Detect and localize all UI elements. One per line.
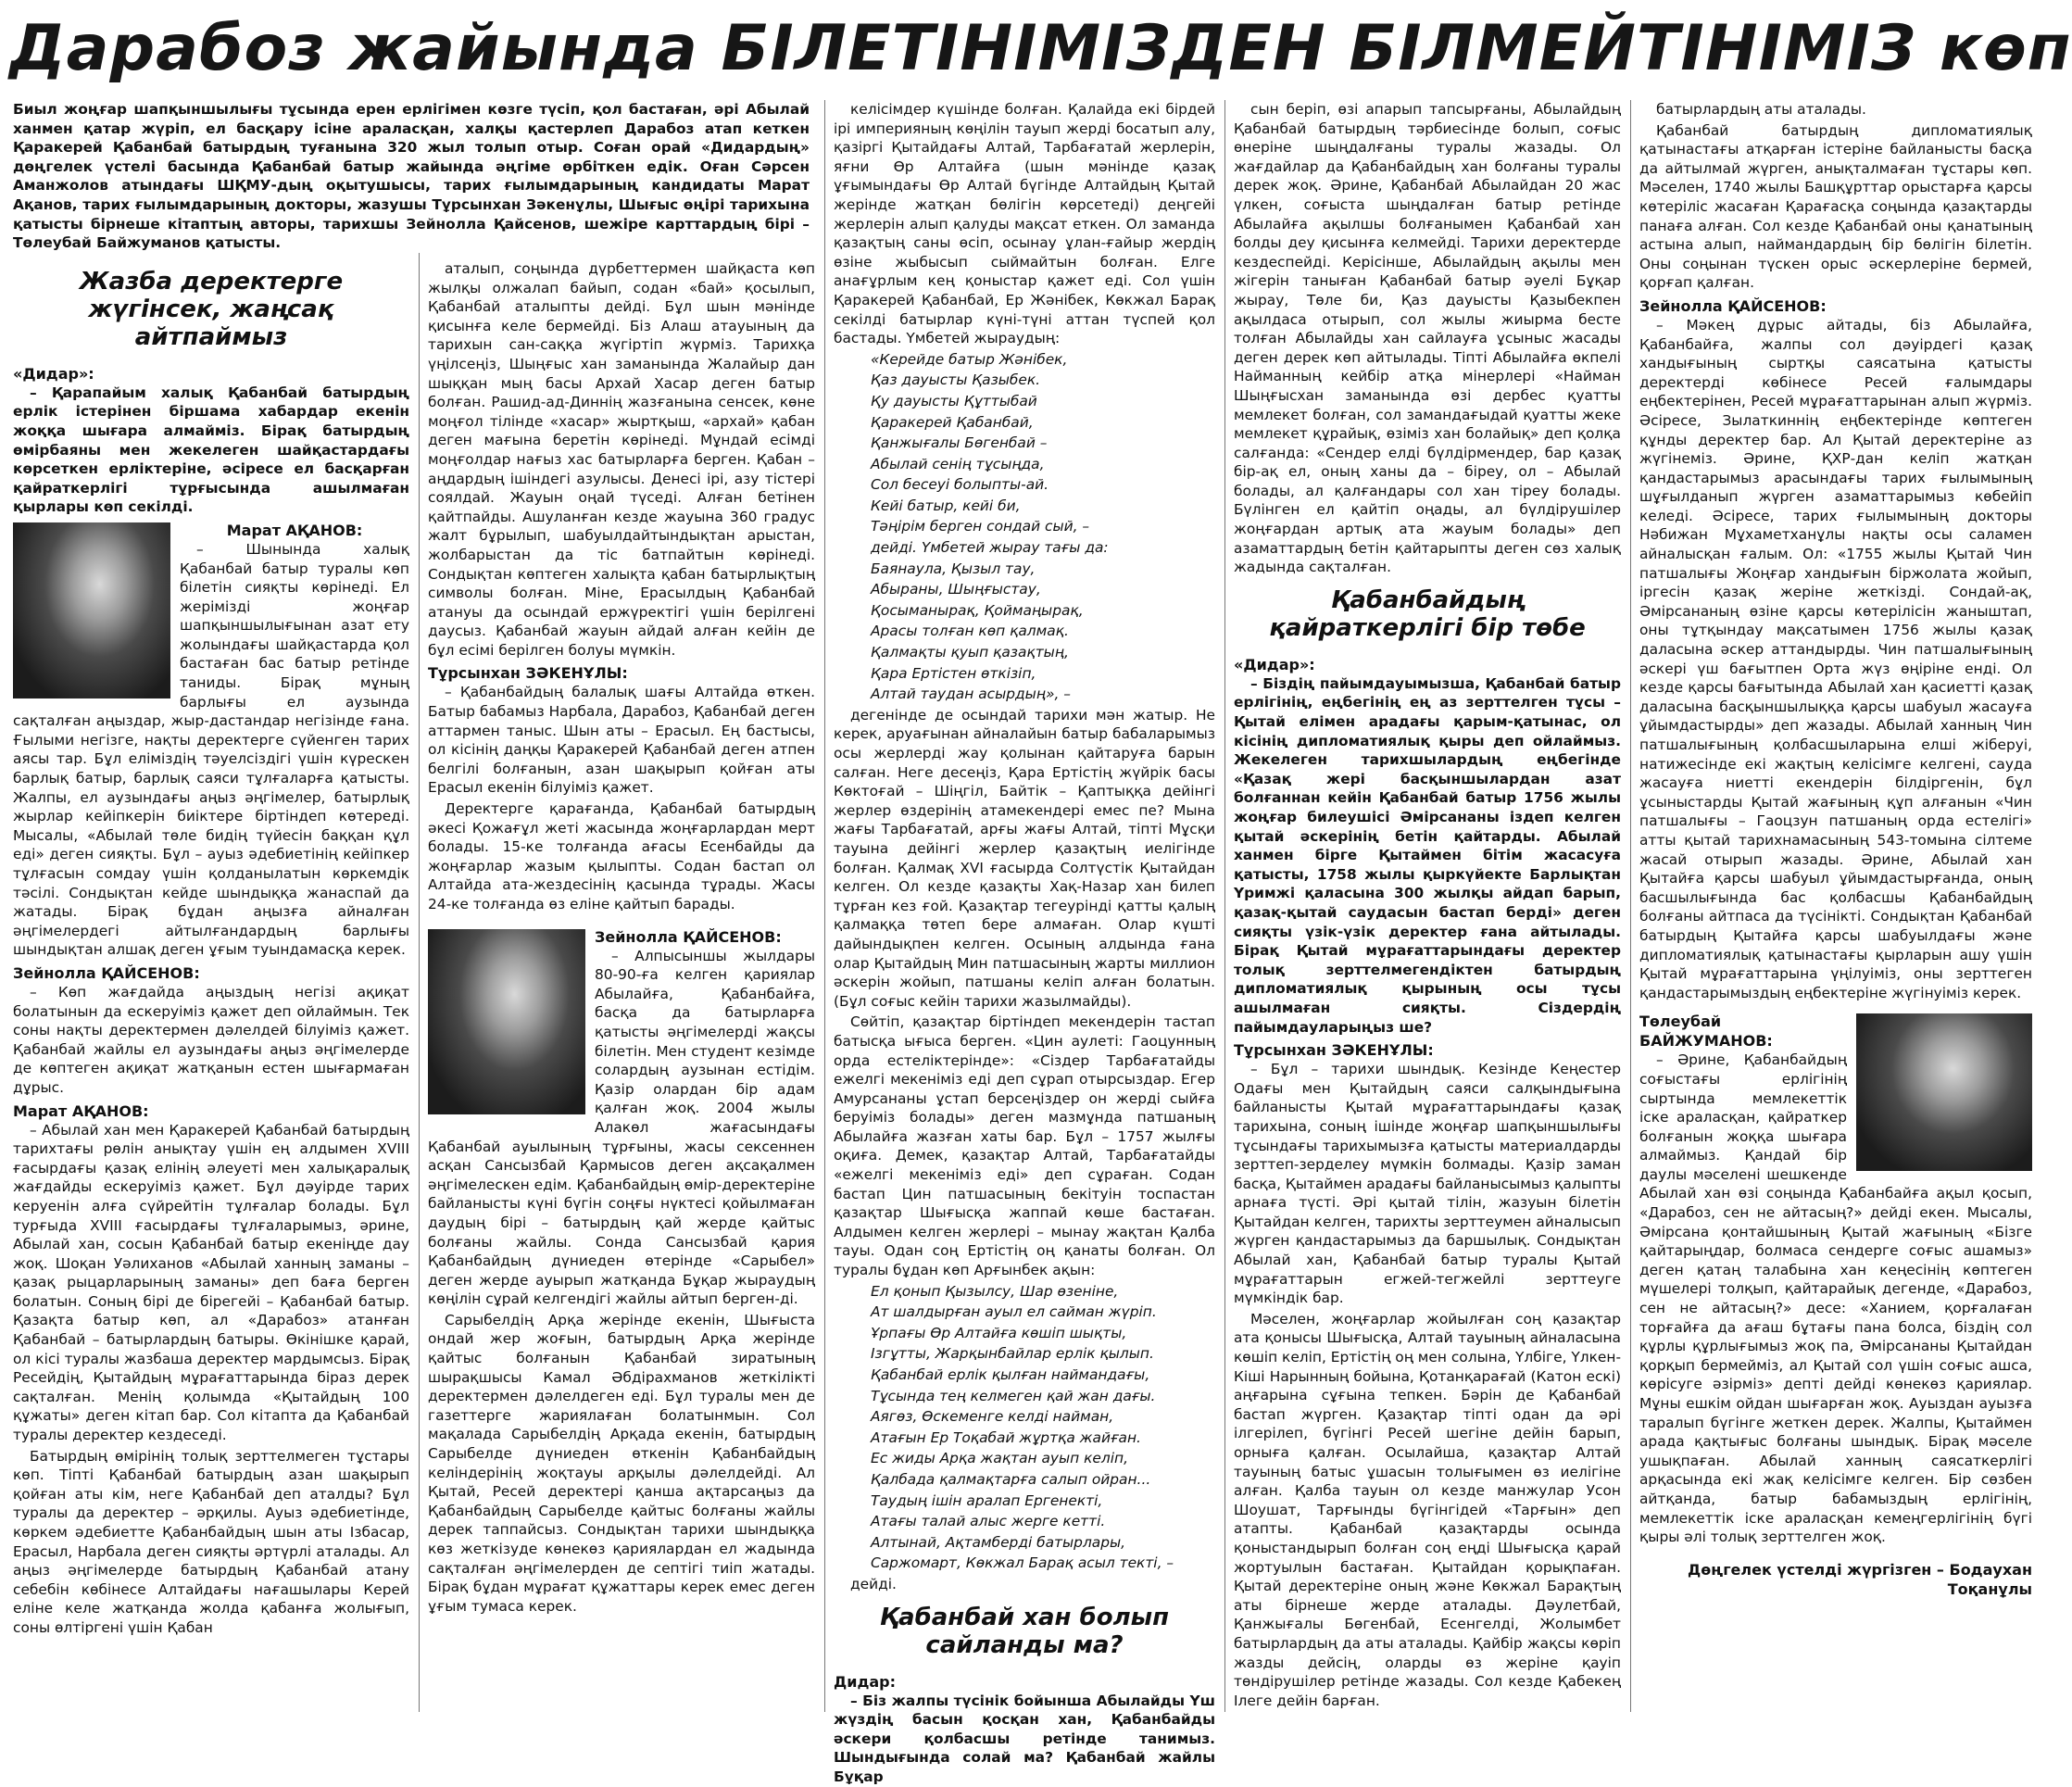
baizhumanov-answer: – Әрине, Қабанбайдың соғыстағы ерлігінің сыртында мемлекеттік іске араласқан, қайраткер болғанын жоққа шығара алмаймыз. Қандай бір даулы мәселені шешкенде Абылай хан өзі соңында Қабанбайға ақыл қосып, «Дарабоз, сен не айтасың?» дейді екен. Мысалы, Әмірсана қонтайшының Қытай жағының «Бізге қайтарыңдар, болмаса сендерге соғыс ашамыз» деген қатаң талабына хан кеңесінің көптеген мүшелері толқып, қайтарайық дегенде, «Дарабоз, сен не айтасың?» десе: «Ханием, қорғалаған торғайға да ағаш бұтағы пана болса, біздің сол құрлы құрлығымыз жоқ па, Әмірсананы Қытайдан қорқып бермейміз, ал Қытай сол үшін соғыс ашса, көрісуге әзірміз» депті дейді көнекөз қариялар. Мұны ешкім ойдан шығарған жоқ. Ауыздан ауызға таралып бүгінге жеткен дерек. Жалпы, Қытаймен арада қақтығыс болғаны шындық. Бірақ мәселе ушықпаған. Абылай ханның саясаткерлігі арқасында екі жақ келісімге келген. Бір сөзбен айтқанда, батыр бабамыздың ерлігінің, мемлекеттік іске араласқан кемеңгерлігінің бүгі қыры әлі толық зерттелген жоқ. (1639, 1051, 2032, 1546)
speaker-baizhumanov: Төлеубай БАЙЖУМАНОВ: (1639, 1013, 1773, 1051)
poem-line: Таудың ішін аралап Ергенекті, (871, 1491, 1103, 1509)
article-paragraph: дейді. (850, 1575, 897, 1592)
column-rule (419, 100, 420, 1712)
column-rule (1224, 100, 1225, 1712)
speaker-didar: «Дидар»: (13, 364, 94, 383)
baizhumanov-photo (1856, 1013, 2032, 1171)
speaker-kaisenov: Зейнолла ҚАЙСЕНОВ: (13, 963, 200, 982)
poem-line: Абылай сенің тұсыңда, (871, 455, 1045, 472)
poem-line: Тәңірім берген сондай сый, – (871, 518, 1090, 535)
article-paragraph: Сөйтіп, қазақтар біртіндеп мекендерін тастап батысқа ығыса берген. «Цин аулеті: Гаоцунның орда естеліктерінде»: «Сіздер Тарбағатайды ежелгі мекеніміз еді деп сұрап отырсыздар. Егер Амурсананы ұстап берсеңіздер он жерді сыйға беруіміз болады» деген мазмұнда патшаның Абылайға жазған хаты бар. Бұл – 1757 жылғы оқиға. Демек, қазақтар Алтай, Тарбағатайды «ежелгі мекеніміз еді» деп сұраған. Содан бастап Цин патшасының бекітуін тоспастан қазақтар Шығысқа жаппай көше бастаған. Алдымен келген жерлері – мынау жақтан Қалба тауы. Одан соң Ертістің оң қанаты болған. Ол туралы бұдан көп Арғынбек ақын: (834, 1013, 1215, 1279)
subhead-3: Қабанбай хан болып сайланды ма? (879, 1603, 1170, 1659)
headline: Дарабоз жайында БІЛЕТІНІМІЗДЕН БІЛМЕЙТІНІМІЗ көп (9, 12, 2072, 85)
poem-line: Қосыманырақ, Қоймаңырақ, (871, 601, 1084, 619)
kaisenov-answer-4: – Мәкең дұрыс айтады, біз Абылайға, Қабанбайға, жалпы сол дәуірдегі қазақ хандығының сыртқы саясатына қатысты деректерді көбінесе Ресей ғалымдары еңбектерінен, Ресей мұрағаттарынан алып жүрміз. Әсіресе, Зылаткиннің еңбектерінде көптеген құнды деректер бар. Ал Қытай деректеріне аз жүгінеміз. Әрине, ҚХР-дан келіп жатқан қандастарымыз арасындағы тарих ғылымының шұғылданып жүрген азаматтарымыз көбейіп келеді. Әсіресе, тарих ғылымының докторы Нәбижан Мұхаметханұлы нақты осы саламен айналысқан ғалым. Ол: «1755 жылы Қытай Чин патшалығы Жоңғар хандығын біржолата жойып, іргесін қазақ жеріне жеткізді. Сондай-ақ, Әмірсананың өзіне қарсы көтерілісін жаныштап, оны тұтқындау мақсатымен 1756 жылы қазақ даласына әскер аттандырды. Чин патшалығының әскері үш бағытпен Орта жүз өңіріне енді. Ол кезде қарсы бағытында Абылай хан қасиетті қазақ даласына басқыншылыққа қарсы шабуыл жасауға ұйымдастырды» деп жазады. Абылай ханның Чин патшалығының қолбасшыларына елші жіберуі, натижесінде екі жақтың келісімге келгені, сауда жасауға ниетті екендерін білдіргенін, бұл ұсыныстарды Қытай жағының құп алғанын «Чин патшалығы – Гаоцзун патшаның орда естелігі» атты қытай тарихнамасының 543-томына сілтеме жасай отырып жазады. Әрине, Абылай хан Қытайға қарсы шабуыл ұйымдастырғанда, оның басшылығында бас қолбасшы Қабанбайдың болғаны айтпаса да түсінікті. Сондықтан Қабанбай батырдың Қытайға қарсы шабуылдағы және дипломатиялық қатынастағы қырларын ашу үшін Қытай мұрағаттарына үңілуіміз, оны зерттеген қандастарымыздың еңбектеріне жүгінуіміз керек. (1639, 316, 2032, 1001)
poem-line: Қаракерей Қабанбай, (871, 413, 1034, 431)
poem-line: Қу дауысты Құттыбай (871, 392, 1037, 409)
poem-line: Қаз дауысты Қазыбек. (871, 371, 1041, 389)
article-paragraph: сын беріп, өзі апарып тапсырғаны, Абылайдың Қабанбай батырдың тәрбиесінде болып, соғыс өнеріне шыңдалғаны туралы жазады. Ол жағдайлар да Қабанбайдың хан болғаны туралы дерек жоқ. Әрине, Қабанбай Абылайдан 20 жас үлкен, соғыста шыңдалған батыр ретінде Абылайға ақылшы болғанымен Қабанбай хан болды деу қисынға келмейді. Тарихи деректерде кездеспейді. Керісінше, Абылайдың ақылы мен жігерін таныған Қабанбай батыр әуелі Бұқар жырау, Төле би, Қаз дауысты Қазыбекпен ақылдаса отырып, сол жылы жиырма бесте толған Абылайды хан сайлауға ұсыныс жасады деген дерек көп айтылады. Тіпті Абылайға өкпелі Найманның кейбір атқа мінерлері «Найман Шыңғысхан заманында өзі дербес қуатты мемлекет болған, сол замандағыдай қуатты жеке мемлекет құрайық, өзіміз хан болайық» деп қолқа салғанда: «Сендер елді бүлдірмендер, бар қазақ бір-ақ ел, оның ханы да – біреу, ол – Абылай болады, ал қалғандары сол хан тіреу болады. Бүлінген ел қайтіп оңады, ал бүлдірушілер жоңғардан артық ата жауым болады» деп азаматтардың бетін қайтарыпты деген сөз халық жадында сақталған. (1234, 101, 1621, 576)
poem-line: Ел қонып Қызылсу, Шар өзеніне, (871, 1282, 1119, 1300)
poem-line: «Керейде батыр Жәнібек, (871, 350, 1068, 368)
speaker-zakenuly-2: Тұрсынхан ЗӘКЕНҰЛЫ: (1234, 1041, 1434, 1060)
zakenuly-answer-3: – Бұл – тарихи шындық. Кезінде Кеңестер Одағы мен Қытайдың саяси салқындығына байланысты Қытай мұрағаттарындағы қазақ тарихына, соның ішінде жоңғар шапқыншылығы тұсындағы тарихымызға қатысты материалдарды зерттеп-зерделеу мүмкін болмады. Қазір заман басқа, Қытаймен арадағы байланысымыз қалыпты арнаға түсті. Әрі қытай тілін, жазуын білетін Қытайдан келген, тарихты зерттеумен айналысып жүрген қандастарымыз да баршылық. Сондықтан Абылай хан, Қабанбай батыр туралы Қытай мұрағаттарын егжей-тегжейлі зерттеуге мүмкіндік бар. (1234, 1061, 1621, 1307)
poem-line: Кейі батыр, кейі би, (871, 497, 1021, 514)
poem-line: Абыраны, Шыңғыстау, (871, 581, 1041, 598)
poem-line: Ұрпағы Өр Алтайға көшіп шықты, (871, 1324, 1127, 1341)
poem-line: Алтай таудан асырдың», – (871, 686, 1071, 703)
akanov-answer: – Шынында халық Қабанбай батыр туралы көп білетін сияқты көрінеді. Ел жерімізді жоңғар шапқыншылығынан азат ету жолындағы шайқастарда қол бастаған бас батыр ретінде таниды. Бірақ мұның барлығы ел аузында сақталған аңыздар, жыр-дастандар негізінде ғана. Ғылыми негізге, нақты деректерге сүйенген тарих аясы тар. Бұл еліміздің тәуелсіздігі үшін күрескен барлық батыр, барлық саяси тұлғаларға қатысты. Жалпы, ел аузындағы аңыз әңгімелер, батырлық жырлар кейіпкерін биіктере біртіндеп көтереді. Мысалы, «Абылай төле бидің түйесін баққан құл еді» деген сияқты. Бұл – ауыз әдебиетінің кейіпкер тұлғасын сомдау үшін қолданылатын көркемдік тәсілі. Сондықтан кейде шындыққа жанаспай да жатады. Бірақ бұдан аңызға айналған әңгімелердегі айтылғандардың барлығы шындықтан алшақ деген ұғым туындамасқа керек. (13, 540, 409, 959)
speaker-kaisenov-2: Зейнолла ҚАЙСЕНОВ: (1639, 296, 1827, 315)
poem-line: Ат шалдырған ауыл ел сайман жүріп. (871, 1303, 1157, 1321)
poem-line: дейді. Үмбетей жырау тағы да: (871, 539, 1109, 557)
poem-line: Аягөз, Өскеменге келді найман, (871, 1408, 1114, 1426)
article-paragraph: батырлардың аты аталады. (1656, 101, 1866, 118)
moderator-credit: Дөңгелек үстелді жүргізген – Бодаухан Тоқанұлы (1688, 1560, 2032, 1598)
poem-line: Ізгұтты, Жарқынбайлар ерлік қылып. (871, 1345, 1154, 1363)
poem-line: Қалмақты қуып қазақтың, (871, 644, 1069, 661)
poem-argynbek (834, 1282, 1215, 1573)
kaisenov-answer-3: Сарыбелдің Арқа жерінде екенін, Шығыста ондай жер жоғын, батырдың Арқа жерінде қайтыс болғанын Қабанбай зиратының шырақшысы Камал Әбдірахманов жеткілікті деректермен дәлелдеген еді. Бұл туралы мен де газеттерге жариялаған болатынмын. Сол мақалада Сарыбелдің Арқада екенін, батырдың Сарыбелде дүниеден өткенін Қабанбайдың келіндерінің жоқтауы арқылы дәлелдейді. Ал Қытай, Ресей деректері қанша ақтарсаңыз да Қабанбайдың Сарыбелде қайтыс болғаны жайлы дерек таппайсыз. Сондықтан тарихи шындыққа көз жеткізуде көнекөз қариялардан ел жадында сақталған әңгімелерден де септігі тиіп жатады. Бірақ бұдан мұрағат құжаттары керек емес деген ұғым тумаса керек. (428, 1311, 815, 1615)
speaker-didar-2: «Дидар»: (1234, 655, 1315, 673)
poem-line: Қалбада қалмақтарға салып ойран... (871, 1470, 1151, 1488)
question-paragraph-2: – Біздің пайымдауымызша, Қабанбай батыр ерлігінің, еңбегінің ең аз зерттелген тұсы – Қытай елімен арадағы қарым-қатынас, ол кісінің дипломатиялық қыры деп ойлаймыз. Жекелеген тарихшылардың еңбегінде «Қазақ жері басқыншылардан азат болғаннан кейін Қабанбай батыр 1756 жылы жоңғар билеушісі Әмірсананы іздеп келген қытай әскерінің бетін қайтарды. Абылай ханмен бірге Қытаймен бітім жасасуға қатысты, 1758 жылы қыркүйекте Барлықтан Үримжі қаласына 300 жылқы айдап барып, қазақ-қытай саудасын бастап берді» деген сияқты үзік-үзік деректер ғана айтылады. Бірақ Қытай мұрағаттарындағы деректер толық зерттелмегендіктен батырдың дипломатиялық қырының осы тұсы ашылмаған сияқты. Сіздердің пайымдауларыңыз ше? (1234, 674, 1621, 1036)
poem-line: Атағы талай алыс жерге кетті. (871, 1513, 1106, 1530)
column-rule (1630, 100, 1631, 1712)
zakenuly-answer-2: Деректерге қарағанда, Қабанбай батырдың әкесі Қожағұл жеті жасында жоңғарлардан мерт болады. 15-ке толғанда ағасы Есенбайды да жоңғарлар жазым қылыпты. Содан бастап ол Алтайда ата-жездесінің қасында тұрады. Жасы 24-ке толғанда өз еліне қайтып барады. (428, 800, 815, 912)
lead-paragraph: Биыл жоңғар шапқыншылығы тұсында ерен ерлігімен көзге түсіп, қол бастаған, әрі Абылай ханмен қатар жүріп, ел басқару ісіне араласқан, халқы қастерлеп Дарабоз атап кеткен Қаракерей Қабанбай батырдың туғанына 320 жыл толып отыр. Соған орай «Дидардың» дөңгелек үстелі басында Қабанбай батыр жайында әңгіме өрбіткен едік. Оған Сәрсен Аманжолов атындағы ШҚМУ-дың оқытушысы, тарих ғылымдарының кандидаты Марат Ақанов, тарих ғылымдарының докторы, жазушы Тұрсынхан Зәкенұлы, Шығыс өңірі тарихына қатысты бірнеше кітаптың авторы, тарихшы Зейнолла Қайсенов, шежіре карттардың бірі – Төлеубай Байжуманов қатысты. (13, 101, 810, 252)
poem-umbetei (834, 350, 1215, 704)
poem-line: Қабанбай ерлік қылған наймандағы, (871, 1366, 1150, 1383)
poem-line: Қара Ертістен өткізіп, (871, 664, 1036, 682)
subhead-2: Қабанбайдың қайраткерлігі бір төбе (1269, 585, 1586, 642)
poem-line: Қанжығалы Бөгенбай – (871, 434, 1048, 452)
akanov-answer-3: Батырдың өмірінің толық зерттелмеген тұстары көп. Тіпті Қабанбай батырдың азан шақырып қойған аты кім, неге Қабанбай деп аталды? Бұл туралы да деректер – әрқилы. Ауыз әдебиетінде, көркем әдебиетте Қабанбайдың шын аты Ізбасар, Ерасыл, Нарбала деген сияқты әртүрлі аталады. Ал аңыз әңгімелерде батырдың Қабанбай атану себебін көбінесе Алтайдағы нағашылары Керей еліне келе жатқанда жолда қабанға жолығып, соны өлтіргені үшін Қабан (13, 1447, 409, 1636)
speaker-akanov: Марат АҚАНОВ: (226, 521, 363, 539)
subhead-1: Жазба деректерге жүгінсек, жаңсақ айтпаймыз (79, 267, 344, 351)
question-paragraph-3: – Біз жалпы түсінік бойынша Абылайды Үш жүздің басын қосқан хан, Қабанбайды әскери қолбасшы ретінде танимыз. Шындығында солай ма? Қабанбай жайлы Бұқар (834, 1692, 1215, 1785)
column-rule (824, 100, 825, 1712)
article-paragraph: дегенінде де осындай тарихи мән жатыр. Не керек, аруағынан айналайын батыр бабаларымыз осы жерлерді жау қолынан қайтаруға барын салған. Неге десеңіз, Қара Ертістің жүйрік басы Көктоғай – Шіңгіл, Байтік – Қаптыққа дейінгі жерлер өздерінің атамекендері емес пе? Мына жағы Тарбағатай, арғы жағы Алтай, тіпті Мұсқи тауына дейінгі жерлер қазақтың иелігінде болған. Қалмақ XVI ғасырда Солтүстік Қытайдан келген. Ол кезде қазақты Хақ-Назар хан билеп тұрған кез ғой. Қазақтар тегеурінді қатты қалың қалмаққа төтеп бере алмаған. Олар күшті дайындықпен келген. Осының алдында ғана олар Қытайдың Мин патшасының жарты миллион әскерін жойып, патшаны келіп алған болатын. (Бұл соғыс кейін тарихи жазылмайды). (834, 706, 1215, 1010)
article-paragraph: аталып, соңында дүрбеттермен шайқаста көп жылқы олжалап байып, содан «бай» қосылып, Қабанбай аталыпты дейді. Бұл шын мәнінде қисынға келе бермейді. Біз Алаш атауының да тарихын сан-саққа жүгіртіп жүрміз. Тарихқа үңілсеңіз, Шыңғыс хан заманында Жалайыр дан шыққан мың басы Архай Хасар деген батыр болған. Рашид-ад-Диннің жазғанына сенсек, көне моңғол тілінде «хасар» жыртқыш, «архай» қабан деген мағына беретін көрінеді. Мұндай есімді моңғолдар нағыз хас батырларға берген. Қабан – аңдардың ішіндегі азулысы. Денесі ірі, азу тістері соялдай. Жауын оңай түседі. Алған бетінен қайтпайды. Ашуланған кезде жауына 360 градус жалт бұрылып, шабуылдайтындықтан арыстан, жолбарыстан да тіс батпайтын көрінеді. Сондықтан көптеген халықта қабан батырлықтың символы болған. Міне, Ерасылдың Қабанбай атануы да осындай ержүректігі үшін берілгені даусыз. Қабанбай жауын айдай алған кейін де бұл есімі берілген болуы мүмкін. (428, 260, 815, 659)
poem-line: Атағын Ер Тоқабай жұртқа жайған. (871, 1428, 1141, 1446)
poem-line: Баянаула, Қызыл тау, (871, 560, 1036, 577)
article-paragraph: келісімдер күшінде болған. Қалайда екі бірдей ірі империяның көңілін тауып жерді босатып алу, қазіргі Қытайдағы Алтай, Тарбағатай жерлерін, яғни Өр Алтайға (шын мәнінде қазақ ұғымындағы Өр Алтай бүгінде Алтайдың Қытай жерінде жатқан бөлігін көрсетеді) деңгейі жерлерін алып қалуды мақсат еткен. Ол заманда қазақтың саны өсіп, осынау ұлан-ғайыр жердің өзіне жыбысып сыймайтын болған. Елге анағұрлым кең қоныстар қажет еді. Сол үшін Қаракерей Қабанбай, Ер Жәнібек, Көкжал Барақ секілді батырлар күні-түні аттан түспей қол бастады. Үмбетей жыраудың: (834, 101, 1215, 347)
speaker-akanov-2: Марат АҚАНОВ: (13, 1101, 149, 1120)
akanov-answer-2: – Абылай хан мен Қаракерей Қабанбай батырдың тарихтағы рөлін анықтау үшін ең алдымен XVIII ғасырдағы қазақ елінің әлеуеті мен халықаралық жағдайды ескеруіміз қажет. Бұл дәуірде тарих керуенін алға сүйрейтін тұлғалар болады. Бұл турғыда XVIII ғасырдағы тұлғаларымыз, әрине, Абылай хан, сосын Қабанбай батыр екеніңде дау жоқ. Шоқан Уәлиханов «Абылай ханның заманы – қазақ рыцарларының заманы» деп баға берген болатын. Соның бірі де бірегейі – Қабанбай батыр. Қазақта батыр көп, ал «Дарабоз» атанған Қабанбай – батырлардың батыры. Өкінішке қарай, ол кісі туралы жазбаша деректер мардымсыз. Бірақ Ресейдің, Қытайдың мұрағаттарында біраз дерек сақталған. Менің қолымда «Қытайдың 100 құжаты» деген кітап бар. Сол кітапта да Қабанбай туралы деректер кездеседі. (13, 1121, 409, 1444)
article-paragraph: Қабанбай батырдың дипломатиялық қатынастағы атқарған істеріне байланысты басқа да айтылмай жүрген, анықталмаған тұстары көп. Мәселен, 1740 жылы Башқұрттар орыстарға қарсы көтеріліс жасаған Қарағасқа соңында қазақтарды панаға алған. Сол кезде Қабанбай оны қанатының астына алып, наймандардың бір бөлігін білетін. Оны соңынан түскен орыс әскерлеріне бермей, қорғап қалған. (1639, 121, 2032, 292)
speaker-didar-3: Дидар: (834, 1672, 897, 1691)
column-4 (1234, 100, 1621, 1730)
poem-line: Арасы толған көп қалмақ. (871, 623, 1069, 640)
zakenuly-answer: – Қабанбайдың балалық шағы Алтайда өткен. Батыр бабамыз Нарбала, Дарабоз, Қабанбай деген аттармен таныс. Шын аты – Ерасыл. Ең бастысы, ол кісінің даңқы Қаракерей Қабанбай деген атпен белгілі болғанын, азан шақырып қойған аты Ерасыл екенін білуіміз қажет. (428, 684, 815, 797)
question-paragraph: – Қарапайым халық Қабанбай батырдың ерлік істерінен біршама хабардар екенін жоққа шығара алмайміз. Бірақ батырдың өмірбаяны мен жекелеген шайқастардағы көрсеткен ерліктеріне, әсіресе ел басқарған қайраткерлігі тұрғысында ашылмаған қырлары көп секілді. (13, 384, 409, 516)
poem-line: Тұсында тең келмеген қай жан дағы. (871, 1387, 1156, 1404)
poem-line: Алтынай, Ақтамберді батырлары, (871, 1533, 1126, 1551)
column-2 (428, 259, 815, 1732)
kaisenov-answer-2: – Алпысыншы жылдары 80-90-ға келген қариялар Абылайға, Қабанбайға, басқа да батырларға қатысты әңгімелерді жақсы білетін. Мен студент кезімде солардың аузынан естідім. Қазір олардан бір адам қалған жоқ. 2004 жылы Алакөл жағасындағы Қабанбай ауылының тұрғыны, жасы сексеннен асқан Сансызбай Қармысов деген ақсақалмен әңгімелескен едім. Қабанбайдың өмір-деректеріне байланысты күні бүгін соңғы нүктесі қойылмаған даудың бірі – батырдың қай жерде қайтыс болғаны жайлы. Сонда Сансызбай қария Қабанбайдың дүниеден өтерінде «Сарыбел» деген жерде ауырып жатқанда Бұқар жыраудың көңілін сұрай келгендігі жайлы айтып берген-ді. (428, 947, 815, 1308)
akanov-photo (13, 522, 170, 698)
kaisenov-answer: – Көп жағдайда аңыздың негізі ақиқат болатынын да ескеруіміз қажет деп ойлаймын. Тек соны нақты деректермен дәлелдей білуіміз қажет. Қабанбай жайлы ел аузындағы аңыз әңгімелерде де көптеген ақиқат жатқанын естен шығармаған дұрыс. (13, 983, 409, 1096)
poem-line: Сол бесеуі болыпты-ай. (871, 476, 1049, 494)
kaisenov-photo (428, 929, 585, 1114)
zakenuly-answer-4: Мәселен, жоңғарлар жойылған соң қазақтар ата қонысы Шығысқа, Алтай тауының айналасына көшіп келіп, Ертістің оң мен солына, Үлбіге, Үлкен-Кіші Нарынның бойына, Қотанқарағай (Катон ескі) аңғарына сұғына тепкен. Бәрін де Қабанбай бастап жүрген. Қазақтар тіпті одан да әрі ілгерілеп, бүгінгі Ресей шегіне дейін барып, орныға қалған. Осылайша, қазақтар Алтай тауының батыс ұшасын толығымен өз иелігіне алған. Қалба тауын ол кезде манжулар Усон Шоушат, Тарғынды бүгінгідей «Тарғын» деп атапты. Қабанбай қазақтарды осында қоныстандырып болған соң еңді Шығысқа қарай жортуылын бастаған. Қытайдан қорықпаған. Қытай деректеріне оның және Көкжал Барақтың аты бірнеше жерде аталады. Дәулетбай, Қанжығалы Бөгенбай, Есенгелді, Жолымбет батырлардың да аты аталады. Қайбір жақсы көріп жазды дейсің, оларды өз жеріне қауіп төндірушілер ретінде жазады. Сол кезде Қабекең Ілеге дейін барған. (1234, 1310, 1621, 1709)
poem-line: Ес жиды Арқа жақтан ауып келіп, (871, 1450, 1128, 1467)
speaker-zakenuly: Тұрсынхан ЗӘКЕНҰЛЫ: (428, 664, 628, 683)
speaker-kaisenov-photo: Зейнолла ҚАЙСЕНОВ: (595, 927, 782, 946)
poem-line: Саржомарт, Көкжал Барақ асыл текті, – (871, 1554, 1174, 1572)
column-3 (834, 100, 1215, 1785)
column-5 (1639, 100, 2032, 1730)
